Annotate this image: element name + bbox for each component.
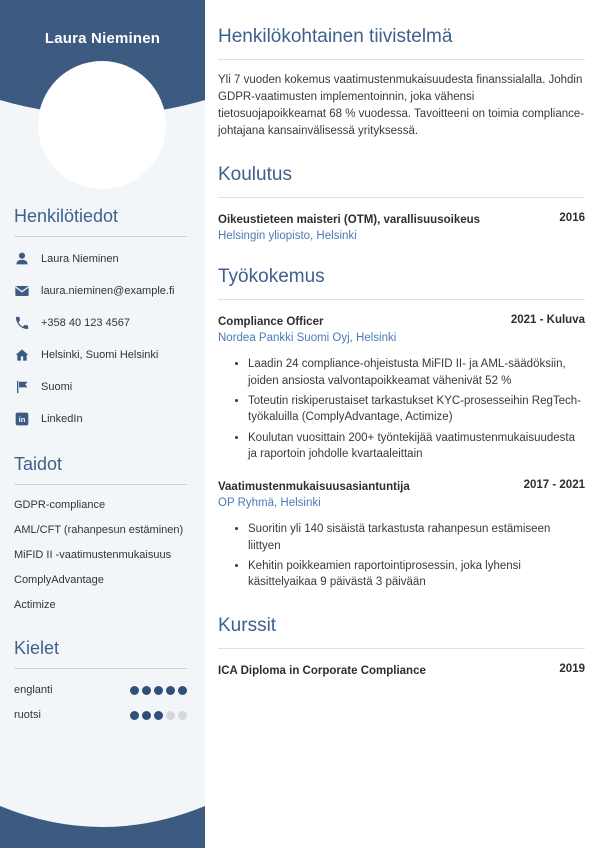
contact-label[interactable]: laura.nieminen@example.fi xyxy=(41,285,175,297)
contact-item-phone xyxy=(14,315,187,331)
contact-label: Suomi xyxy=(41,381,73,393)
course-date: 2019 xyxy=(559,662,585,675)
language-name: ruotsi xyxy=(14,709,41,721)
envelope-icon xyxy=(14,283,30,299)
level-dot-filled xyxy=(142,711,151,720)
experience-entry xyxy=(218,314,585,462)
job-bullet: • Koulutan vuosittain 200+ työntekijää vaatimustenmukaisuudesta ja raportoin johdolle kvartaaleittain xyxy=(248,430,585,463)
languages-section-title: Kielet xyxy=(14,638,187,669)
avatar xyxy=(38,61,166,189)
phone-icon xyxy=(14,315,30,331)
contact-label: Laura Nieminen xyxy=(41,253,119,265)
job-dates: 2021 - Kuluva xyxy=(510,314,585,327)
job-bullet: • Toteutin riskiperustaiset tarkastukset KYC-prosesseihin RegTech-työkaluilla (ComplyAdvantage, Actimize) xyxy=(248,393,585,426)
skills-section xyxy=(14,454,187,611)
level-dot-filled xyxy=(154,711,163,720)
skill-list xyxy=(14,499,187,611)
level-dot-filled xyxy=(130,711,139,720)
contact-label: Helsinki, Suomi Helsinki xyxy=(41,349,159,361)
flag-icon xyxy=(14,379,30,395)
level-dot-filled xyxy=(178,686,187,695)
skill-item: MiFID II -vaatimustenmukaisuus xyxy=(14,549,172,561)
education-entry xyxy=(218,212,585,242)
job-bullet-list xyxy=(218,356,585,462)
contact-item-name xyxy=(14,251,187,267)
contact-item-email xyxy=(14,283,187,299)
contact-section-title: Henkilötiedot xyxy=(14,206,187,237)
experience-entry xyxy=(218,479,585,590)
education-date: 2016 xyxy=(559,212,585,225)
sidebar-body xyxy=(0,206,205,734)
contact-item-nationality xyxy=(14,379,187,395)
skill-item: GDPR-compliance xyxy=(14,499,106,511)
job-bullet: • Suoritin yli 140 sisäistä tarkastusta rahanpesun estämiseen liittyen xyxy=(248,521,585,554)
candidate-name: Laura Nieminen xyxy=(44,30,161,47)
main-content xyxy=(205,0,600,848)
language-name: englanti xyxy=(14,684,53,696)
course-entry-header xyxy=(218,663,585,679)
svg-text:in: in xyxy=(18,415,26,425)
job-bullet-list xyxy=(218,521,585,590)
linkedin-icon xyxy=(14,411,30,427)
experience-section xyxy=(218,266,585,590)
summary-section-title: Henkilökohtainen tiivistelmä xyxy=(218,26,585,60)
course-entry xyxy=(218,663,585,679)
language-list xyxy=(14,684,187,721)
language-row xyxy=(14,709,187,721)
experience-entry-header xyxy=(218,314,585,330)
education-section-title: Koulutus xyxy=(218,164,585,198)
skill-item: AML/CFT (rahanpesun estäminen) xyxy=(14,524,184,536)
home-icon xyxy=(14,347,30,363)
education-entry-header xyxy=(218,212,585,228)
language-level-dots xyxy=(127,686,187,695)
languages-section xyxy=(14,638,187,721)
contact-label: +358 40 123 4567 xyxy=(41,317,131,329)
courses-section-title: Kurssit xyxy=(218,615,585,649)
footer-curve-shape xyxy=(0,802,205,848)
level-dot-empty xyxy=(178,711,187,720)
contact-item-linkedin[interactable] xyxy=(14,411,187,427)
level-dot-filled xyxy=(142,686,151,695)
language-level-dots xyxy=(127,711,187,720)
level-dot-filled xyxy=(130,686,139,695)
contact-label[interactable]: LinkedIn xyxy=(41,413,83,425)
job-bullet: • Kehitin poikkeamien raportointiprosessin, joka lyhensi käsittelyaikaa 9 päivästä 3 päivään xyxy=(248,558,585,591)
company-name: OP Ryhmä, Helsinki xyxy=(218,497,321,510)
person-icon xyxy=(14,251,30,267)
experience-section-title: Työkokemus xyxy=(218,266,585,300)
company-name: Nordea Pankki Suomi Oyj, Helsinki xyxy=(218,332,397,345)
job-dates: 2017 - 2021 xyxy=(523,479,585,492)
courses-section xyxy=(218,615,585,679)
institution-name: Helsingin yliopisto, Helsinki xyxy=(218,230,357,243)
job-title: Compliance Officer xyxy=(218,316,324,329)
experience-entry-header xyxy=(218,479,585,495)
summary-section xyxy=(218,26,585,140)
contact-list xyxy=(14,251,187,427)
course-name: ICA Diploma in Corporate Compliance xyxy=(218,664,426,677)
contact-item-address xyxy=(14,347,187,363)
language-row xyxy=(14,684,187,696)
skill-item: ComplyAdvantage xyxy=(14,574,104,586)
degree-title: Oikeustieteen maisteri (OTM), varallisuusoikeus xyxy=(218,214,481,227)
summary-text: Yli 7 vuoden kokemus vaatimustenmukaisuudesta finanssialalla. Johdin GDPR-vaatimusten implementoinnin, joka vähensi tietosuojapoikkeamat 68 % vuodessa. Tavoitteeni on toimia compliance-johtajana kansainvälisessä yrityksessä. xyxy=(218,74,585,138)
skills-section-title: Taidot xyxy=(14,454,187,485)
level-dot-empty xyxy=(166,711,175,720)
skill-item: Actimize xyxy=(14,599,56,611)
sidebar xyxy=(0,0,205,848)
job-title: Vaatimustenmukaisuusasiantuntija xyxy=(218,481,410,494)
level-dot-filled xyxy=(154,686,163,695)
job-bullet: • Laadin 24 compliance-ohjeistusta MiFID II- ja AML-säädöksiin, joiden ansiosta valvontapoikkeamat vähenivät 52 % xyxy=(248,356,585,389)
education-section xyxy=(218,164,585,242)
level-dot-filled xyxy=(166,686,175,695)
contact-section xyxy=(14,206,187,427)
